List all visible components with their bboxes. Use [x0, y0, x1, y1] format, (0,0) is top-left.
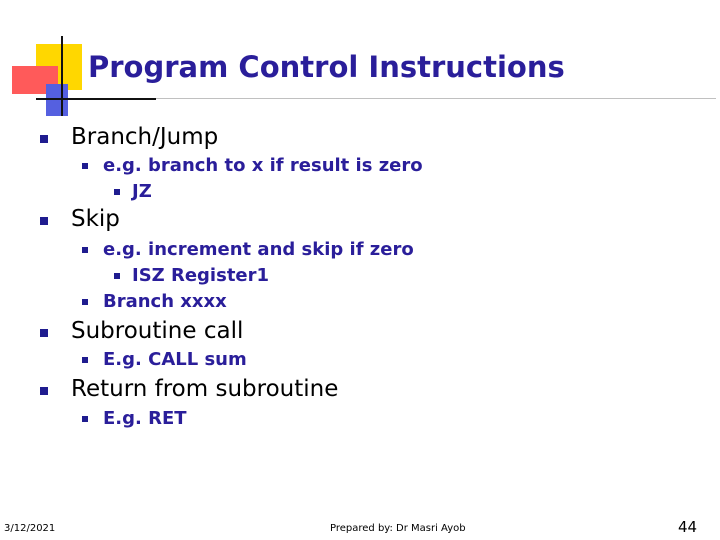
bullet-text: Branch/Jump	[71, 124, 219, 150]
decor-blue-square	[46, 84, 68, 116]
decor-vertical-line	[61, 36, 63, 116]
square-bullet-icon	[40, 329, 48, 337]
decor-title-rule-dark	[36, 98, 156, 100]
bullet-text: JZ	[132, 181, 152, 202]
footer-date: 3/12/2021	[4, 523, 56, 534]
bullet-text: Branch xxxx	[103, 291, 227, 312]
square-bullet-icon	[40, 387, 48, 395]
square-bullet-icon	[82, 163, 88, 169]
square-bullet-icon	[114, 189, 120, 195]
bullet-text: e.g. increment and skip if zero	[103, 239, 414, 260]
square-bullet-icon	[82, 299, 88, 305]
bullet-text: E.g. RET	[103, 408, 187, 429]
square-bullet-icon	[40, 217, 48, 225]
square-bullet-icon	[114, 273, 120, 279]
bullet-text: Skip	[71, 206, 120, 232]
decor-title-rule-light	[156, 98, 716, 99]
footer-author: Prepared by: Dr Masri Ayob	[330, 523, 466, 534]
bullet-text: ISZ Register1	[132, 265, 270, 286]
bullet-text: Subroutine call	[71, 318, 244, 344]
square-bullet-icon	[40, 135, 48, 143]
bullet-text: e.g. branch to x if result is zero	[103, 155, 423, 176]
square-bullet-icon	[82, 416, 88, 422]
square-bullet-icon	[82, 247, 88, 253]
slide-title: Program Control Instructions	[88, 50, 565, 84]
bullet-text: E.g. CALL sum	[103, 349, 247, 370]
page-number: 44	[678, 518, 698, 536]
square-bullet-icon	[82, 357, 88, 363]
bullet-text: Return from subroutine	[71, 376, 339, 402]
